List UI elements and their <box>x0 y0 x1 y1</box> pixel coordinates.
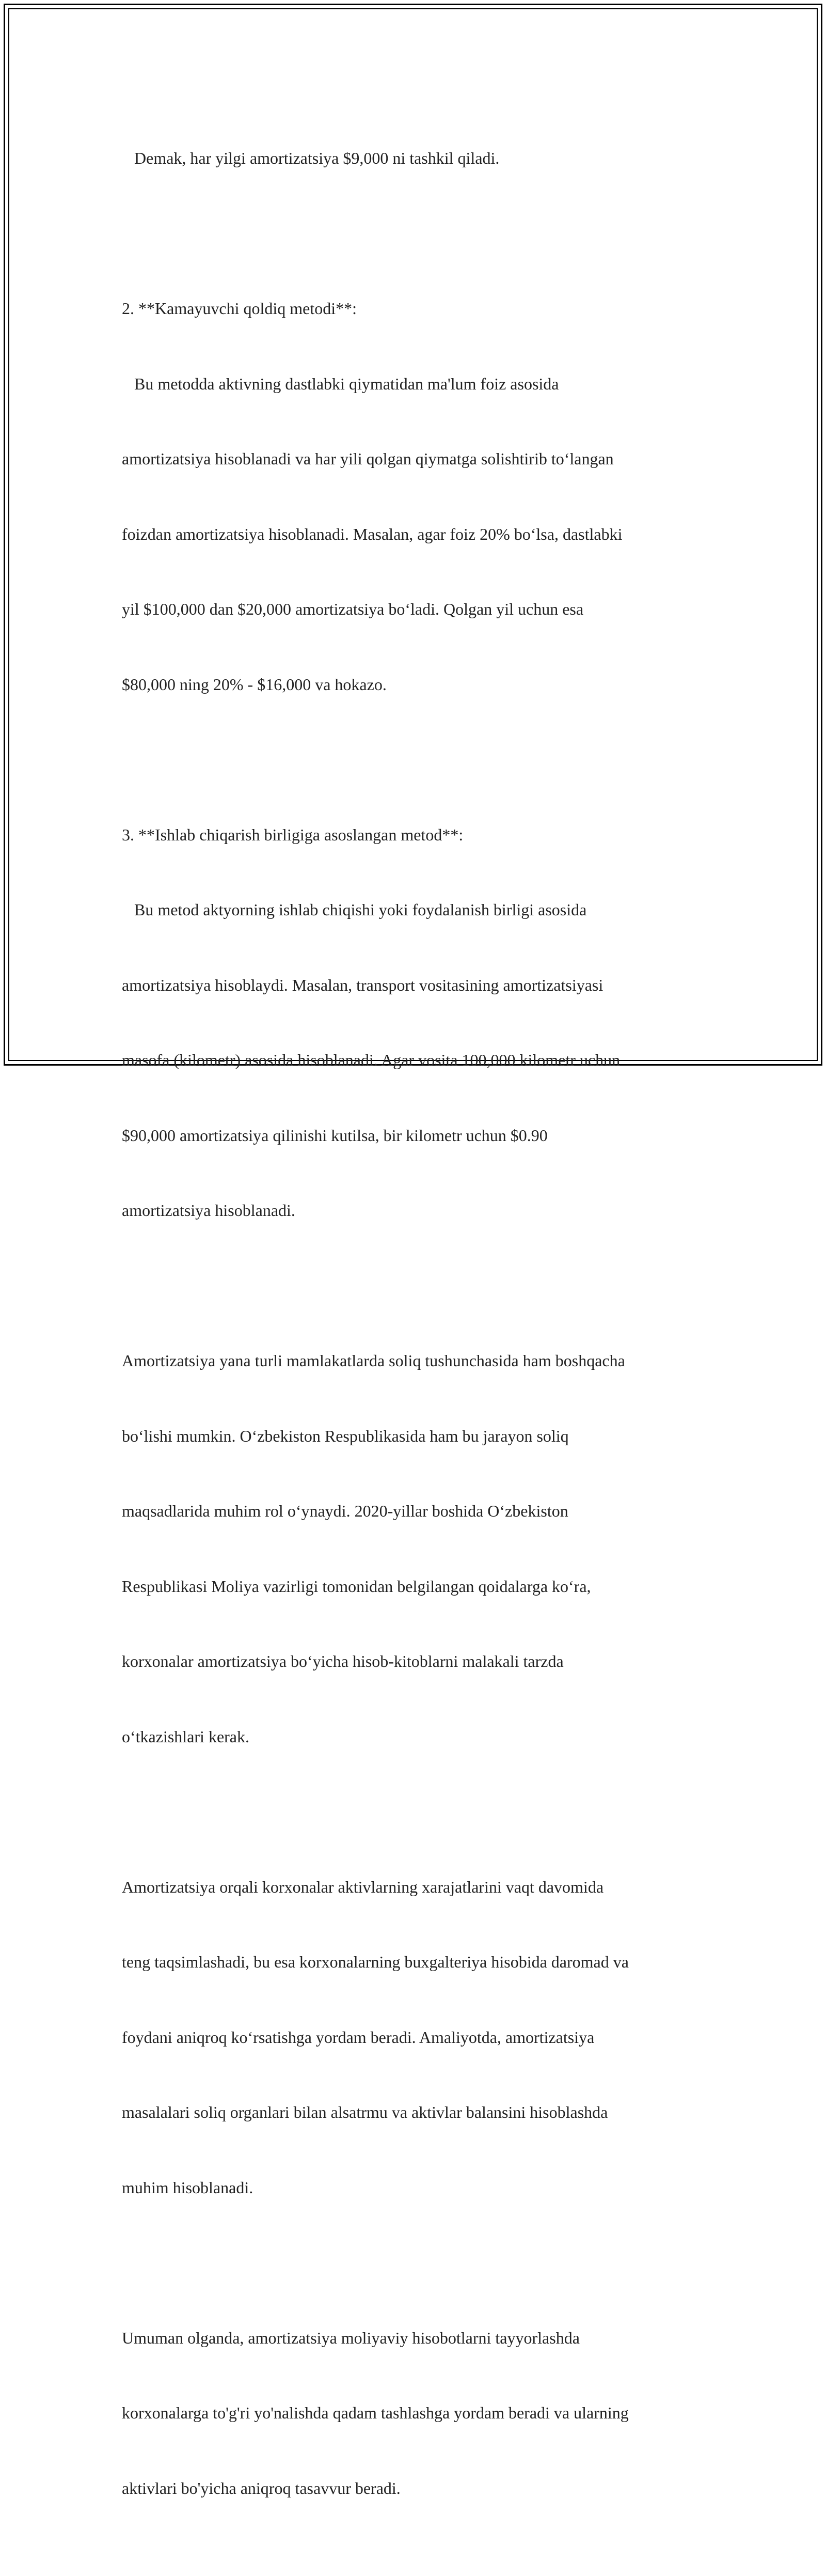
text-line: Demak, har yilgi amortizatsiya $9,000 ni tashkil qiladi. <box>122 149 500 167</box>
text-line: masalalari soliq organlari bilan alsatrmu va aktivlar balansini hisoblashda <box>122 2103 608 2121</box>
paragraph-annual-depreciation <box>122 96 716 221</box>
text-line: Umuman olganda, amortizatsiya moliyaviy hisobotlarni tayyorlashda <box>122 2328 580 2347</box>
paragraph-declining-balance-method <box>122 246 716 747</box>
list-item-heading: 3. **Ishlab chiqarish birligiga asoslangan metod**: <box>122 825 464 844</box>
text-line: korxonalar amortizatsiya bo‘yicha hisob-kitoblarni malakali tarzda <box>122 1652 564 1671</box>
text-line: amortizatsiya hisoblaydi. Masalan, transport vositasining amortizatsiyasi <box>122 975 603 994</box>
text-line: Amortizatsiya orqali korxonalar aktivlarning xarajatlarini vaqt davomida <box>122 1877 604 1896</box>
text-line: o‘tkazishlari kerak. <box>122 1727 249 1746</box>
text-line: maqsadlarida muhim rol o‘ynaydi. 2020-yillar boshida O‘zbekiston <box>122 1502 568 1520</box>
paragraph-units-of-production-method <box>122 772 716 1273</box>
text-line: Bu metodda aktivning dastlabki qiymatidan ma'lum foiz asosida <box>122 374 559 393</box>
document-body <box>122 96 716 2576</box>
text-line: foydani aniqroq ko‘rsatishga yordam beradi. Amaliyotda, amortizatsiya <box>122 2027 595 2047</box>
text-line: amortizatsiya hisoblanadi. <box>122 1201 295 1220</box>
text-line: Bu metod aktyorning ishlab chiqishi yoki foydalanish birligi asosida <box>122 900 587 919</box>
text-line: foizdan amortizatsiya hisoblanadi. Masalan, agar foiz 20% bo‘lsa, dastlabki <box>122 524 623 543</box>
text-line: korxonalarga to'g'ri yo'nalishda qadam tashlashga yordam beradi va ularning <box>122 2403 629 2422</box>
text-line: $90,000 amortizatsiya qilinishi kutilsa, bir kilometr uchun $0.90 <box>122 1126 548 1145</box>
text-line: teng taqsimlashadi, bu esa korxonalarning buxgalteriya hisobida daromad va <box>122 1953 629 1971</box>
text-line: $80,000 ning 20% - $16,000 va hokazo. <box>122 675 387 694</box>
text-line: muhim hisoblanadi. <box>122 2178 253 2197</box>
text-line: Respublikasi Moliya vazirligi tomonidan belgilangan qoidalarga ko‘ra, <box>122 1576 591 1596</box>
text-line: aktivlari bo'yicha aniqroq tasavvur beradi. <box>122 2478 401 2497</box>
text-line: masofa (kilometr) asosida hisoblanadi. Agar vosita 100,000 kilometr uchun <box>122 1051 621 1069</box>
text-line: bo‘lishi mumkin. O‘zbekiston Respublikasida ham bu jarayon soliq <box>122 1426 569 1445</box>
text-line: amortizatsiya hisoblanadi va har yili qolgan qiymatga solishtirib to‘langan <box>122 449 614 468</box>
text-line: yil $100,000 dan $20,000 amortizatsiya bo‘ladi. Qolgan yil uchun esa <box>122 600 584 618</box>
paragraph-tax-context <box>122 1298 716 1799</box>
text-line: Amortizatsiya yana turli mamlakatlarda soliq tushunchasida ham boshqacha <box>122 1351 625 1370</box>
paragraph-cost-allocation <box>122 1824 716 2251</box>
list-item-heading: 2. **Kamayuvchi qoldiq metodi**: <box>122 299 357 318</box>
paragraph-conclusion <box>122 2275 716 2551</box>
